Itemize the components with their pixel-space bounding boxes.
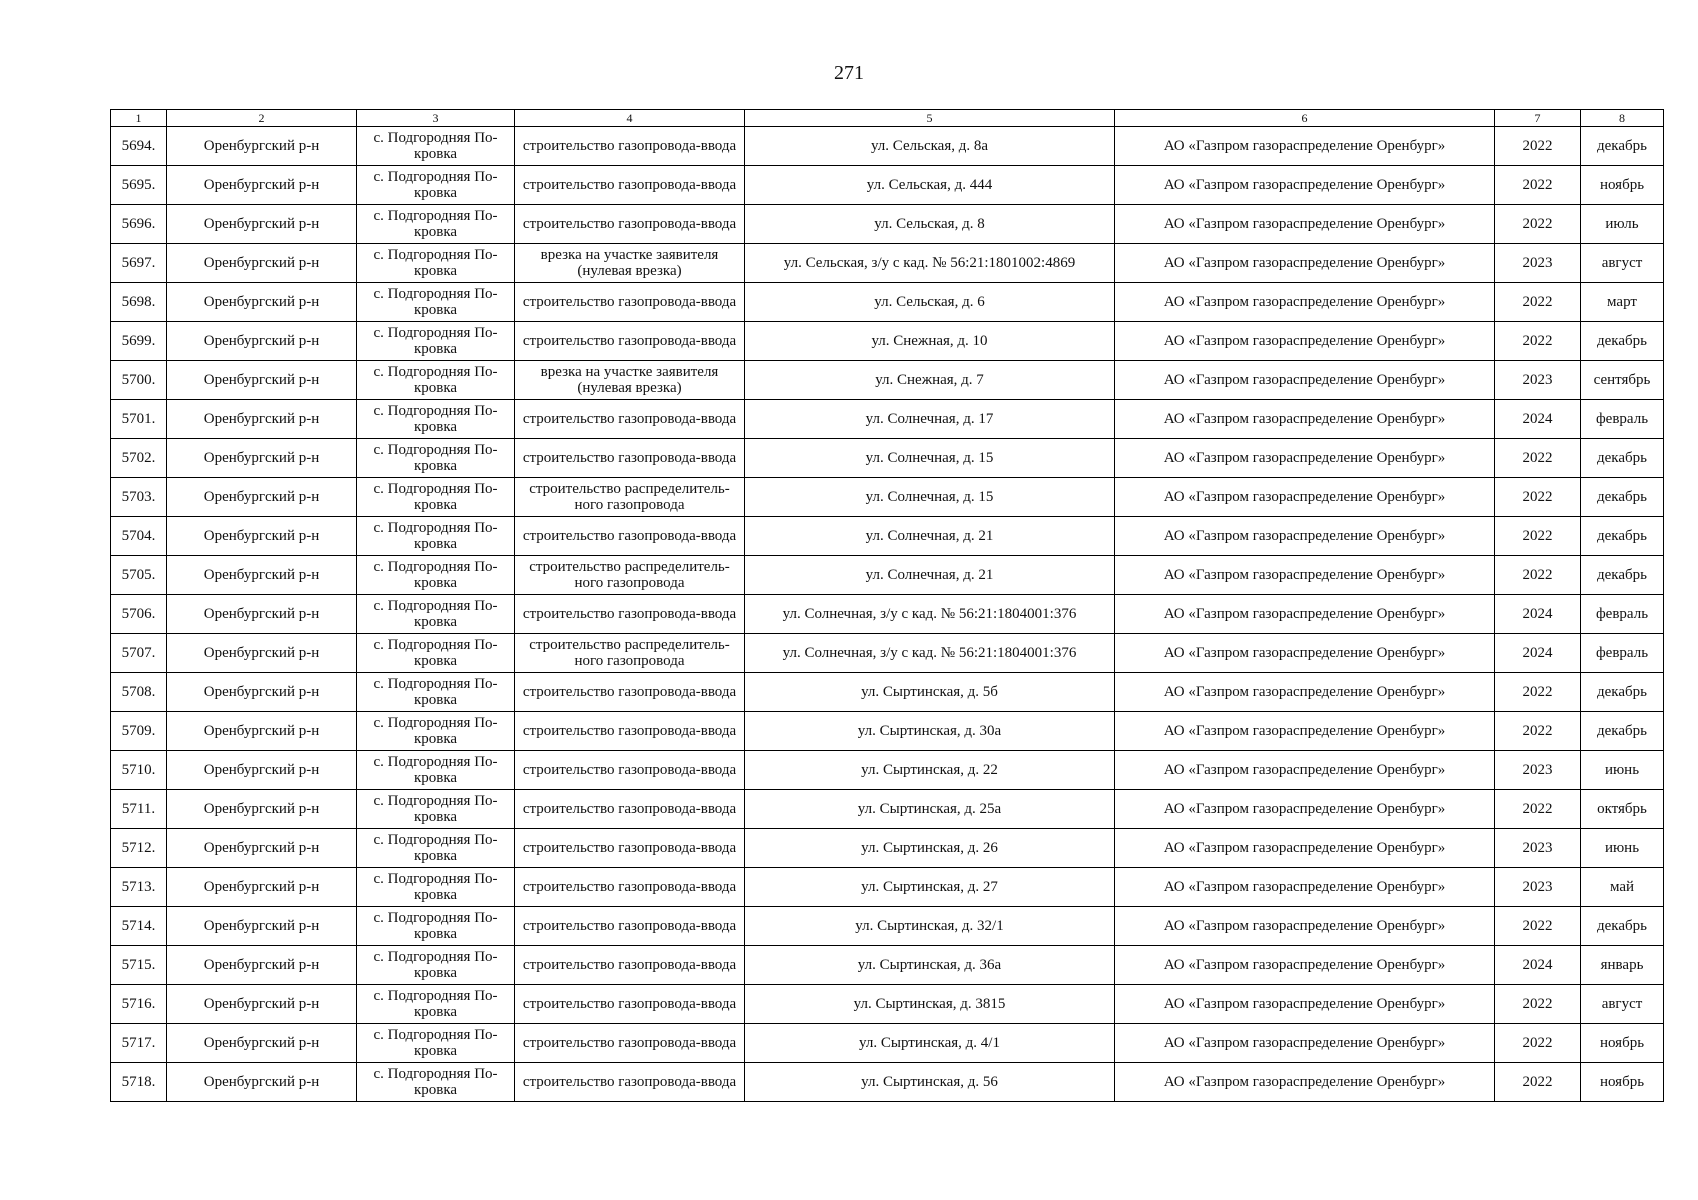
- work-type-cell: строительство газопровода-ввода: [515, 712, 745, 751]
- work-type-cell: строительство газопровода-ввода: [515, 205, 745, 244]
- table-row: [111, 166, 1664, 205]
- organization-cell: АО «Газпром газораспределение Оренбург»: [1115, 1024, 1495, 1063]
- organization-cell: АО «Газпром газораспределение Оренбург»: [1115, 400, 1495, 439]
- table-row: [111, 127, 1664, 166]
- settlement-cell: с. Подгородняя По-кровка: [357, 205, 515, 244]
- table-row: [111, 673, 1664, 712]
- work-type-cell: врезка на участке заявителя (нулевая врезка): [515, 244, 745, 283]
- table-row: [111, 907, 1664, 946]
- table-row: [111, 1063, 1664, 1102]
- district-cell: Оренбургский р-н: [167, 868, 357, 907]
- month-cell: февраль: [1581, 634, 1664, 673]
- district-cell: Оренбургский р-н: [167, 985, 357, 1024]
- organization-cell: АО «Газпром газораспределение Оренбург»: [1115, 946, 1495, 985]
- column-header: 1: [111, 110, 167, 127]
- table-row: [111, 712, 1664, 751]
- table-row: [111, 283, 1664, 322]
- table-row: [111, 322, 1664, 361]
- column-header: 2: [167, 110, 357, 127]
- settlement-cell: с. Подгородняя По-кровка: [357, 1024, 515, 1063]
- settlement-cell: с. Подгородняя По-кровка: [357, 556, 515, 595]
- address-cell: ул. Сыртинская, д. 30а: [745, 712, 1115, 751]
- settlement-cell: с. Подгородняя По-кровка: [357, 907, 515, 946]
- row-number: 5706.: [111, 595, 167, 634]
- work-type-cell: строительство газопровода-ввода: [515, 946, 745, 985]
- settlement-cell: с. Подгородняя По-кровка: [357, 595, 515, 634]
- row-number: 5709.: [111, 712, 167, 751]
- organization-cell: АО «Газпром газораспределение Оренбург»: [1115, 517, 1495, 556]
- work-type-cell: строительство газопровода-ввода: [515, 166, 745, 205]
- month-cell: декабрь: [1581, 556, 1664, 595]
- work-type-cell: строительство газопровода-ввода: [515, 400, 745, 439]
- month-cell: февраль: [1581, 595, 1664, 634]
- page-number: 271: [834, 62, 864, 84]
- month-cell: август: [1581, 985, 1664, 1024]
- row-number: 5718.: [111, 1063, 167, 1102]
- table-row: [111, 439, 1664, 478]
- organization-cell: АО «Газпром газораспределение Оренбург»: [1115, 322, 1495, 361]
- address-cell: ул. Солнечная, д. 21: [745, 517, 1115, 556]
- address-cell: ул. Сельская, д. 8а: [745, 127, 1115, 166]
- address-cell: ул. Солнечная, д. 21: [745, 556, 1115, 595]
- organization-cell: АО «Газпром газораспределение Оренбург»: [1115, 790, 1495, 829]
- work-type-cell: строительство газопровода-ввода: [515, 1063, 745, 1102]
- work-type-cell: строительство распределитель-ного газопровода: [515, 556, 745, 595]
- organization-cell: АО «Газпром газораспределение Оренбург»: [1115, 673, 1495, 712]
- table-row: [111, 478, 1664, 517]
- year-cell: 2022: [1495, 439, 1581, 478]
- table-row: [111, 634, 1664, 673]
- row-number: 5701.: [111, 400, 167, 439]
- address-cell: ул. Сыртинская, д. 5б: [745, 673, 1115, 712]
- month-cell: декабрь: [1581, 322, 1664, 361]
- organization-cell: АО «Газпром газораспределение Оренбург»: [1115, 556, 1495, 595]
- organization-cell: АО «Газпром газораспределение Оренбург»: [1115, 1063, 1495, 1102]
- work-type-cell: строительство газопровода-ввода: [515, 673, 745, 712]
- table-row: [111, 400, 1664, 439]
- work-type-cell: врезка на участке заявителя (нулевая врезка): [515, 361, 745, 400]
- year-cell: 2022: [1495, 556, 1581, 595]
- district-cell: Оренбургский р-н: [167, 907, 357, 946]
- address-cell: ул. Солнечная, д. 15: [745, 439, 1115, 478]
- address-cell: ул. Сыртинская, д. 25а: [745, 790, 1115, 829]
- row-number: 5702.: [111, 439, 167, 478]
- table-row: [111, 751, 1664, 790]
- district-cell: Оренбургский р-н: [167, 829, 357, 868]
- table-row: [111, 868, 1664, 907]
- district-cell: Оренбургский р-н: [167, 205, 357, 244]
- table-row: [111, 829, 1664, 868]
- year-cell: 2022: [1495, 517, 1581, 556]
- column-header: 3: [357, 110, 515, 127]
- month-cell: октябрь: [1581, 790, 1664, 829]
- district-cell: Оренбургский р-н: [167, 790, 357, 829]
- settlement-cell: с. Подгородняя По-кровка: [357, 166, 515, 205]
- month-cell: декабрь: [1581, 712, 1664, 751]
- district-cell: Оренбургский р-н: [167, 946, 357, 985]
- district-cell: Оренбургский р-н: [167, 595, 357, 634]
- year-cell: 2022: [1495, 907, 1581, 946]
- row-number: 5696.: [111, 205, 167, 244]
- row-number: 5712.: [111, 829, 167, 868]
- district-cell: Оренбургский р-н: [167, 283, 357, 322]
- year-cell: 2023: [1495, 868, 1581, 907]
- month-cell: декабрь: [1581, 907, 1664, 946]
- work-type-cell: строительство газопровода-ввода: [515, 439, 745, 478]
- work-type-cell: строительство распределитель-ного газопровода: [515, 478, 745, 517]
- month-cell: июль: [1581, 205, 1664, 244]
- address-cell: ул. Солнечная, д. 15: [745, 478, 1115, 517]
- work-type-cell: строительство газопровода-ввода: [515, 283, 745, 322]
- month-cell: декабрь: [1581, 478, 1664, 517]
- address-cell: ул. Сыртинская, д. 56: [745, 1063, 1115, 1102]
- year-cell: 2022: [1495, 205, 1581, 244]
- year-cell: 2022: [1495, 283, 1581, 322]
- settlement-cell: с. Подгородняя По-кровка: [357, 439, 515, 478]
- row-number: 5699.: [111, 322, 167, 361]
- month-cell: май: [1581, 868, 1664, 907]
- settlement-cell: с. Подгородняя По-кровка: [357, 478, 515, 517]
- district-cell: Оренбургский р-н: [167, 322, 357, 361]
- table-row: [111, 946, 1664, 985]
- organization-cell: АО «Газпром газораспределение Оренбург»: [1115, 205, 1495, 244]
- organization-cell: АО «Газпром газораспределение Оренбург»: [1115, 478, 1495, 517]
- address-cell: ул. Сельская, д. 6: [745, 283, 1115, 322]
- column-header: 8: [1581, 110, 1664, 127]
- settlement-cell: с. Подгородняя По-кровка: [357, 673, 515, 712]
- organization-cell: АО «Газпром газораспределение Оренбург»: [1115, 166, 1495, 205]
- address-cell: ул. Сельская, з/у с кад. № 56:21:1801002:4869: [745, 244, 1115, 283]
- district-cell: Оренбургский р-н: [167, 1063, 357, 1102]
- district-cell: Оренбургский р-н: [167, 751, 357, 790]
- settlement-cell: с. Подгородняя По-кровка: [357, 829, 515, 868]
- row-number: 5703.: [111, 478, 167, 517]
- table-row: [111, 790, 1664, 829]
- district-cell: Оренбургский р-н: [167, 400, 357, 439]
- organization-cell: АО «Газпром газораспределение Оренбург»: [1115, 985, 1495, 1024]
- address-cell: ул. Солнечная, д. 17: [745, 400, 1115, 439]
- table-row: [111, 595, 1664, 634]
- address-cell: ул. Сельская, д. 8: [745, 205, 1115, 244]
- month-cell: ноябрь: [1581, 1024, 1664, 1063]
- district-cell: Оренбургский р-н: [167, 166, 357, 205]
- district-cell: Оренбургский р-н: [167, 244, 357, 283]
- settlement-cell: с. Подгородняя По-кровка: [357, 634, 515, 673]
- organization-cell: АО «Газпром газораспределение Оренбург»: [1115, 751, 1495, 790]
- year-cell: 2022: [1495, 985, 1581, 1024]
- month-cell: август: [1581, 244, 1664, 283]
- address-cell: ул. Сыртинская, д. 27: [745, 868, 1115, 907]
- column-header: 5: [745, 110, 1115, 127]
- year-cell: 2023: [1495, 361, 1581, 400]
- settlement-cell: с. Подгородняя По-кровка: [357, 946, 515, 985]
- work-type-cell: строительство распределитель-ного газопровода: [515, 634, 745, 673]
- settlement-cell: с. Подгородняя По-кровка: [357, 751, 515, 790]
- district-cell: Оренбургский р-н: [167, 556, 357, 595]
- month-cell: ноябрь: [1581, 1063, 1664, 1102]
- table-row: [111, 517, 1664, 556]
- row-number: 5711.: [111, 790, 167, 829]
- organization-cell: АО «Газпром газораспределение Оренбург»: [1115, 439, 1495, 478]
- work-type-cell: строительство газопровода-ввода: [515, 790, 745, 829]
- table-row: [111, 985, 1664, 1024]
- settlement-cell: с. Подгородняя По-кровка: [357, 127, 515, 166]
- district-cell: Оренбургский р-н: [167, 1024, 357, 1063]
- table-row: [111, 361, 1664, 400]
- district-cell: Оренбургский р-н: [167, 673, 357, 712]
- month-cell: декабрь: [1581, 127, 1664, 166]
- settlement-cell: с. Подгородняя По-кровка: [357, 400, 515, 439]
- settlement-cell: с. Подгородняя По-кровка: [357, 790, 515, 829]
- month-cell: июнь: [1581, 751, 1664, 790]
- address-cell: ул. Сельская, д. 444: [745, 166, 1115, 205]
- row-number: 5700.: [111, 361, 167, 400]
- district-cell: Оренбургский р-н: [167, 712, 357, 751]
- district-cell: Оренбургский р-н: [167, 517, 357, 556]
- work-type-cell: строительство газопровода-ввода: [515, 985, 745, 1024]
- work-type-cell: строительство газопровода-ввода: [515, 868, 745, 907]
- year-cell: 2022: [1495, 790, 1581, 829]
- settlement-cell: с. Подгородняя По-кровка: [357, 361, 515, 400]
- month-cell: март: [1581, 283, 1664, 322]
- settlement-cell: с. Подгородняя По-кровка: [357, 1063, 515, 1102]
- year-cell: 2022: [1495, 1024, 1581, 1063]
- year-cell: 2023: [1495, 244, 1581, 283]
- district-cell: Оренбургский р-н: [167, 439, 357, 478]
- address-cell: ул. Сыртинская, д. 26: [745, 829, 1115, 868]
- row-number: 5697.: [111, 244, 167, 283]
- month-cell: декабрь: [1581, 673, 1664, 712]
- organization-cell: АО «Газпром газораспределение Оренбург»: [1115, 127, 1495, 166]
- district-cell: Оренбургский р-н: [167, 634, 357, 673]
- organization-cell: АО «Газпром газораспределение Оренбург»: [1115, 283, 1495, 322]
- district-cell: Оренбургский р-н: [167, 127, 357, 166]
- address-cell: ул. Снежная, д. 7: [745, 361, 1115, 400]
- column-header: 4: [515, 110, 745, 127]
- organization-cell: АО «Газпром газораспределение Оренбург»: [1115, 595, 1495, 634]
- row-number: 5695.: [111, 166, 167, 205]
- settlement-cell: с. Подгородняя По-кровка: [357, 868, 515, 907]
- settlement-cell: с. Подгородняя По-кровка: [357, 712, 515, 751]
- address-cell: ул. Сыртинская, д. 32/1: [745, 907, 1115, 946]
- row-number: 5708.: [111, 673, 167, 712]
- address-cell: ул. Солнечная, з/у с кад. № 56:21:1804001:376: [745, 634, 1115, 673]
- month-cell: январь: [1581, 946, 1664, 985]
- column-header: 7: [1495, 110, 1581, 127]
- year-cell: 2022: [1495, 478, 1581, 517]
- address-cell: ул. Снежная, д. 10: [745, 322, 1115, 361]
- row-number: 5713.: [111, 868, 167, 907]
- address-cell: ул. Солнечная, з/у с кад. № 56:21:1804001:376: [745, 595, 1115, 634]
- row-number: 5698.: [111, 283, 167, 322]
- row-number: 5694.: [111, 127, 167, 166]
- month-cell: декабрь: [1581, 439, 1664, 478]
- year-cell: 2022: [1495, 166, 1581, 205]
- row-number: 5710.: [111, 751, 167, 790]
- address-cell: ул. Сыртинская, д. 22: [745, 751, 1115, 790]
- organization-cell: АО «Газпром газораспределение Оренбург»: [1115, 907, 1495, 946]
- month-cell: ноябрь: [1581, 166, 1664, 205]
- organization-cell: АО «Газпром газораспределение Оренбург»: [1115, 868, 1495, 907]
- organization-cell: АО «Газпром газораспределение Оренбург»: [1115, 634, 1495, 673]
- work-type-cell: строительство газопровода-ввода: [515, 595, 745, 634]
- month-cell: сентябрь: [1581, 361, 1664, 400]
- year-cell: 2023: [1495, 751, 1581, 790]
- work-type-cell: строительство газопровода-ввода: [515, 751, 745, 790]
- year-cell: 2024: [1495, 634, 1581, 673]
- year-cell: 2022: [1495, 322, 1581, 361]
- organization-cell: АО «Газпром газораспределение Оренбург»: [1115, 361, 1495, 400]
- row-number: 5705.: [111, 556, 167, 595]
- row-number: 5714.: [111, 907, 167, 946]
- year-cell: 2024: [1495, 400, 1581, 439]
- table-row: [111, 244, 1664, 283]
- settlement-cell: с. Подгородняя По-кровка: [357, 985, 515, 1024]
- organization-cell: АО «Газпром газораспределение Оренбург»: [1115, 829, 1495, 868]
- organization-cell: АО «Газпром газораспределение Оренбург»: [1115, 712, 1495, 751]
- district-cell: Оренбургский р-н: [167, 361, 357, 400]
- settlement-cell: с. Подгородняя По-кровка: [357, 283, 515, 322]
- month-cell: декабрь: [1581, 517, 1664, 556]
- work-type-cell: строительство газопровода-ввода: [515, 322, 745, 361]
- year-cell: 2022: [1495, 673, 1581, 712]
- table-row: [111, 205, 1664, 244]
- work-type-cell: строительство газопровода-ввода: [515, 127, 745, 166]
- work-type-cell: строительство газопровода-ввода: [515, 1024, 745, 1063]
- year-cell: 2024: [1495, 595, 1581, 634]
- month-cell: февраль: [1581, 400, 1664, 439]
- address-cell: ул. Сыртинская, д. 36а: [745, 946, 1115, 985]
- row-number: 5717.: [111, 1024, 167, 1063]
- year-cell: 2023: [1495, 829, 1581, 868]
- year-cell: 2022: [1495, 1063, 1581, 1102]
- column-header: 6: [1115, 110, 1495, 127]
- organization-cell: АО «Газпром газораспределение Оренбург»: [1115, 244, 1495, 283]
- row-number: 5715.: [111, 946, 167, 985]
- data-table: [110, 109, 1664, 1102]
- row-number: 5716.: [111, 985, 167, 1024]
- work-type-cell: строительство газопровода-ввода: [515, 829, 745, 868]
- table-row: [111, 1024, 1664, 1063]
- column-header-row: [111, 110, 1664, 127]
- row-number: 5707.: [111, 634, 167, 673]
- month-cell: июнь: [1581, 829, 1664, 868]
- district-cell: Оренбургский р-н: [167, 478, 357, 517]
- address-cell: ул. Сыртинская, д. 3815: [745, 985, 1115, 1024]
- address-cell: ул. Сыртинская, д. 4/1: [745, 1024, 1115, 1063]
- settlement-cell: с. Подгородняя По-кровка: [357, 244, 515, 283]
- year-cell: 2022: [1495, 127, 1581, 166]
- settlement-cell: с. Подгородняя По-кровка: [357, 322, 515, 361]
- year-cell: 2022: [1495, 712, 1581, 751]
- settlement-cell: с. Подгородняя По-кровка: [357, 517, 515, 556]
- table-body: [111, 127, 1664, 1102]
- year-cell: 2024: [1495, 946, 1581, 985]
- work-type-cell: строительство газопровода-ввода: [515, 907, 745, 946]
- row-number: 5704.: [111, 517, 167, 556]
- table-row: [111, 556, 1664, 595]
- work-type-cell: строительство газопровода-ввода: [515, 517, 745, 556]
